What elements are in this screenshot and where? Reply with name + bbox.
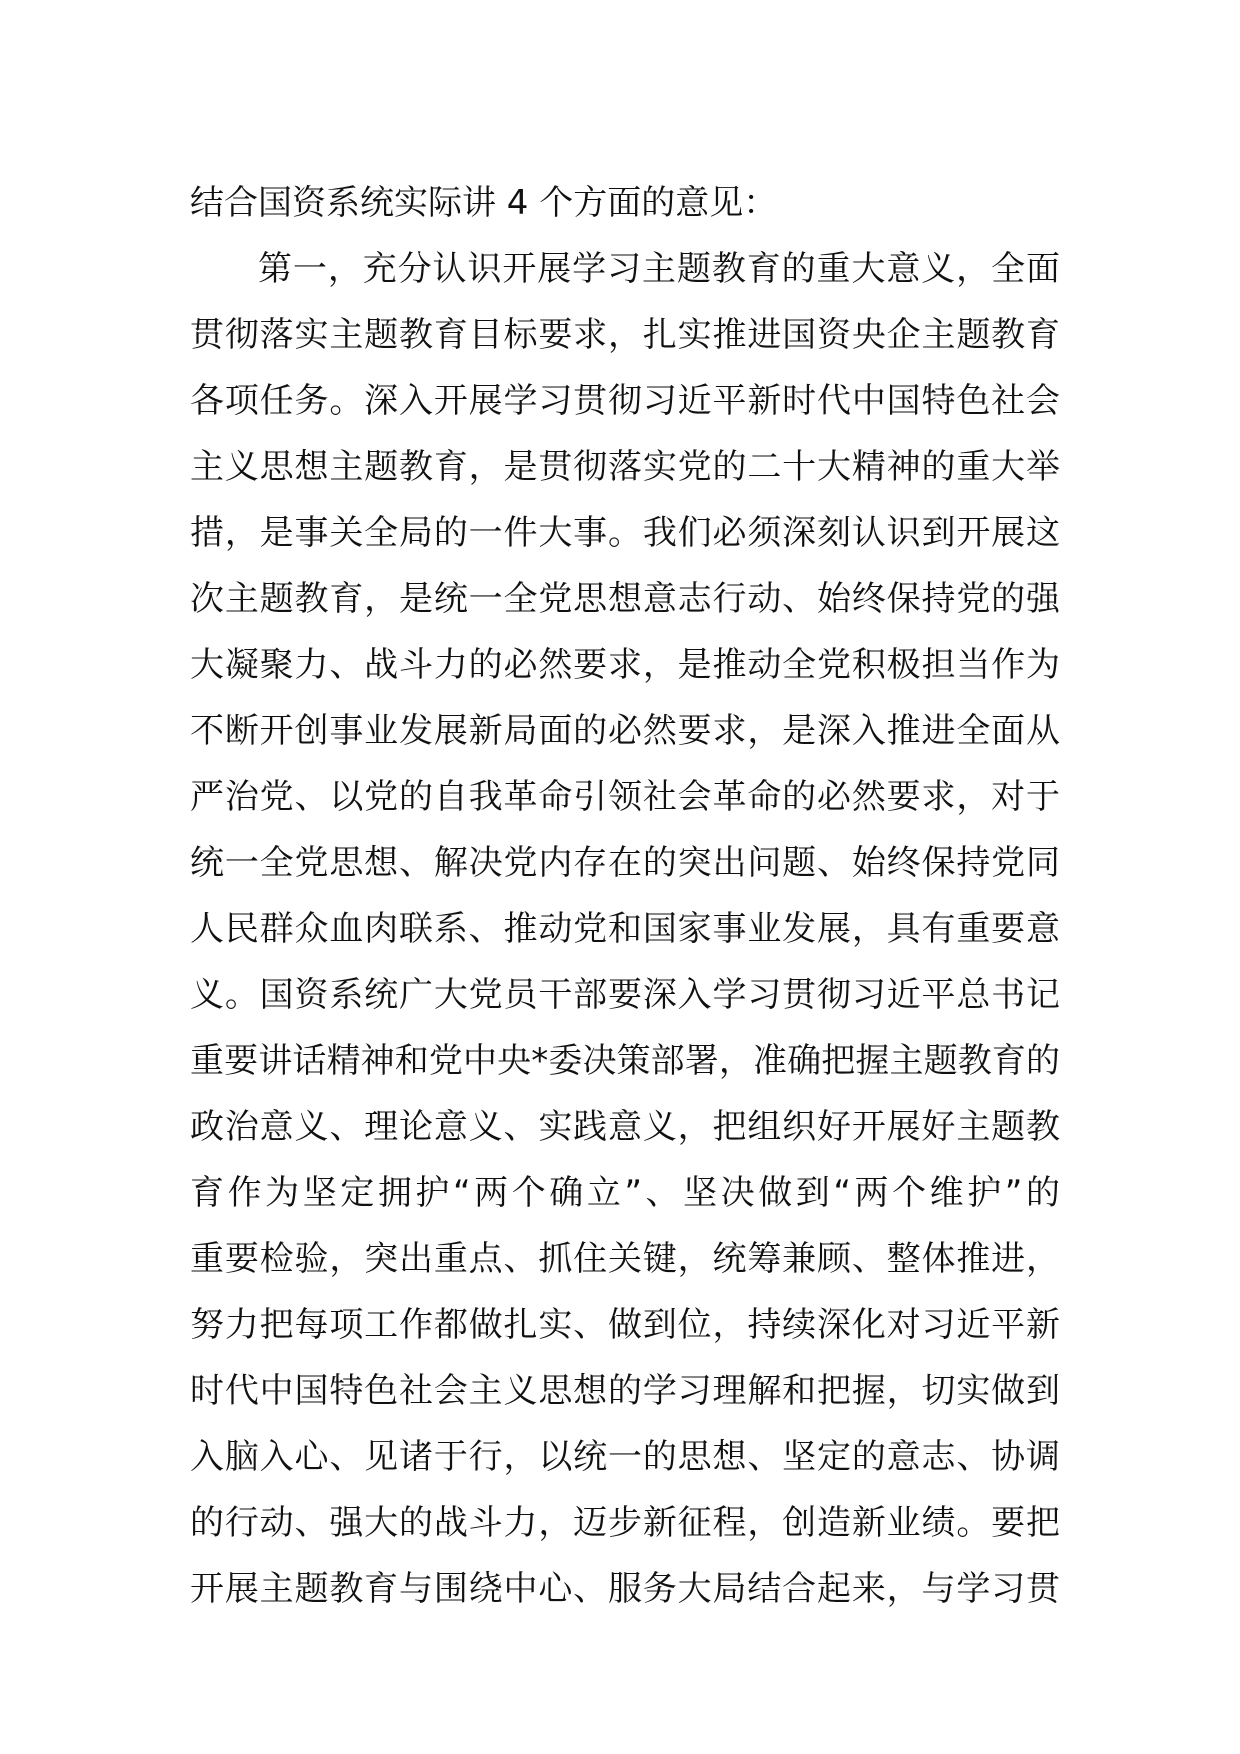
text-line: 人民群众血肉联系、推动党和国家事业发展，具有重要意 <box>190 909 1060 949</box>
text-line: 严治党、以党的自我革命引领社会革命的必然要求，对于 <box>190 777 1060 817</box>
body-text <box>190 170 1060 1622</box>
text-line: 统一全党思想、解决党内存在的突出问题、始终保持党同 <box>190 843 1060 883</box>
text-line: 各项任务。深入开展学习贯彻习近平新时代中国特色社会 <box>190 381 1060 421</box>
text-line: 重要讲话精神和党中央*委决策部署，准确把握主题教育的 <box>190 1041 1060 1081</box>
text-line: 政治意义、理论意义、实践意义，把组织好开展好主题教 <box>190 1107 1060 1147</box>
text-line: 努力把每项工作都做扎实、做到位，持续深化对习近平新 <box>190 1305 1060 1345</box>
text-line: 时代中国特色社会主义思想的学习理解和把握，切实做到 <box>190 1371 1060 1411</box>
text-line: 开展主题教育与围绕中心、服务大局结合起来，与学习贯 <box>190 1569 1060 1609</box>
text-line: 次主题教育，是统一全党思想意志行动、始终保持党的强 <box>190 579 1060 619</box>
text-line: 不断开创事业发展新局面的必然要求，是深入推进全面从 <box>190 711 1060 751</box>
text-line: 大凝聚力、战斗力的必然要求，是推动全党积极担当作为 <box>190 645 1060 685</box>
text-line: 入脑入心、见诸于行，以统一的思想、坚定的意志、协调 <box>190 1437 1060 1477</box>
text-line: 措，是事关全局的一件大事。我们必须深刻认识到开展这 <box>190 513 1060 553</box>
text-line: 的行动、强大的战斗力，迈步新征程，创造新业绩。要把 <box>190 1503 1060 1543</box>
text-line: 重要检验，突出重点、抓住关键，统筹兼顾、整体推进， <box>190 1239 1060 1279</box>
text-line: 结合国资系统实际讲 4 个方面的意见： <box>190 183 778 223</box>
text-line: 义。国资系统广大党员干部要深入学习贯彻习近平总书记 <box>190 975 1060 1015</box>
text-line: 贯彻落实主题教育目标要求，扎实推进国资央企主题教育 <box>190 315 1060 355</box>
paragraph-start-line: 第一，充分认识开展学习主题教育的重大意义，全面 <box>258 249 1060 289</box>
text-line: 育作为坚定拥护“两个确立”、坚决做到“两个维护”的 <box>190 1173 1060 1213</box>
text-line: 主义思想主题教育，是贯彻落实党的二十大精神的重大举 <box>190 447 1060 487</box>
